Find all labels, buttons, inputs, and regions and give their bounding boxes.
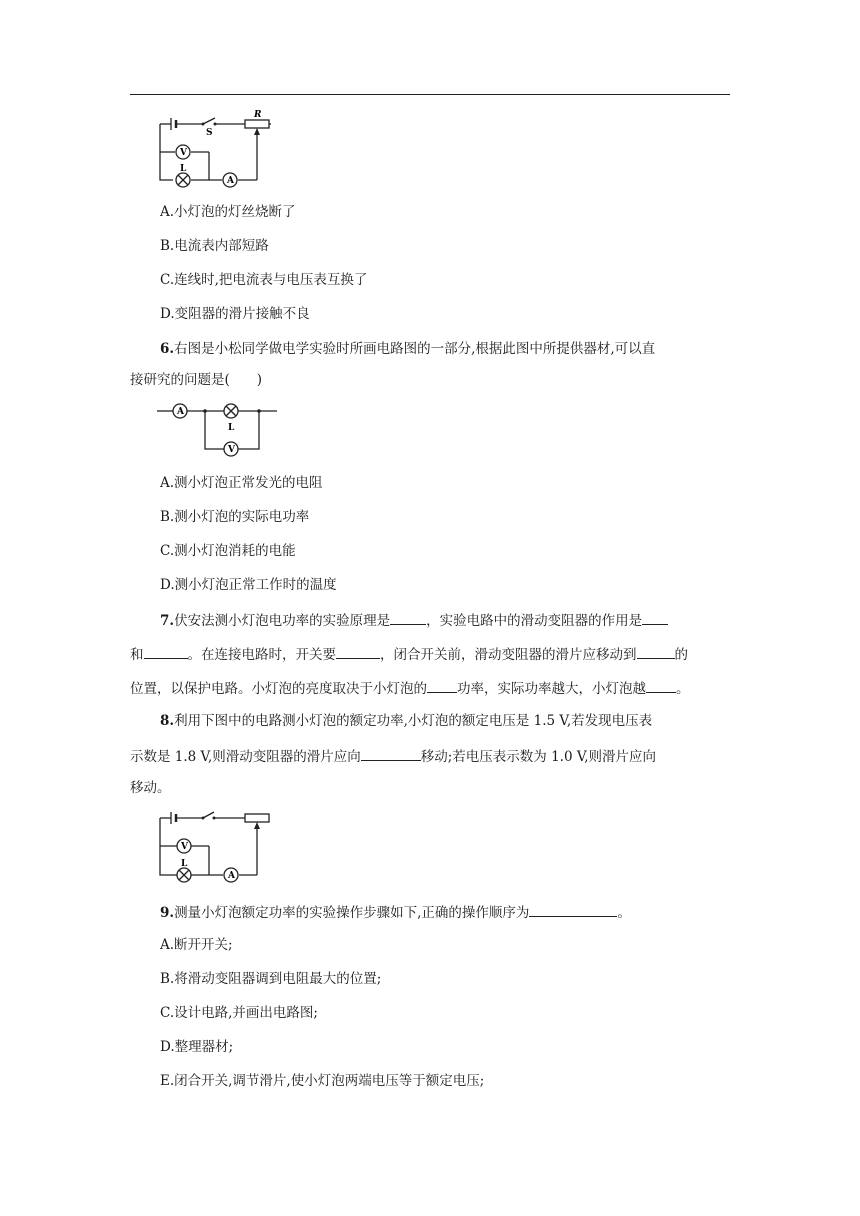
rheostat-label: R (254, 110, 262, 120)
q7-text-9: 。 (676, 681, 690, 697)
circuit-diagram-2 (155, 400, 280, 460)
q7-line2 (130, 644, 688, 664)
q7-blank-4[interactable] (336, 644, 380, 659)
q7-text-2: ，实验电路中的滑动变阻器的作用是 (426, 613, 643, 629)
q5-option-a: A.小灯泡的灯丝烧断了 (160, 204, 296, 220)
q7-blank-5[interactable] (637, 644, 675, 659)
q5-option-d: D.变阻器的滑片接触不良 (160, 306, 310, 322)
q9-blank-1[interactable] (529, 902, 617, 917)
q8-line1 (160, 712, 652, 730)
q8-line3: 移动。 (130, 780, 171, 796)
q5-option-c: C.连线时,把电流表与电压表互换了 (160, 272, 368, 288)
q8-blank-1[interactable] (361, 746, 421, 761)
q6-stem-line2: 接研究的问题是( ) (130, 372, 263, 388)
q7-line3 (130, 678, 690, 698)
q7-text-6: 的 (674, 647, 688, 663)
q6-option-b: B.测小灯泡的实际电功率 (160, 509, 310, 525)
switch-label: S (206, 128, 213, 138)
q6-text-1: 右图是小松同学做电学实验时所画电路图的一部分,根据此图中所提供器材,可以直 (174, 341, 656, 357)
lamp-label: L (180, 164, 187, 174)
q7-line1 (160, 610, 668, 630)
ammeter-label: A (177, 407, 184, 417)
q7-blank-1[interactable] (390, 610, 426, 625)
q9-option-b: B.将滑动变阻器调到电阻最大的位置; (160, 971, 382, 987)
q7-text-4: 。在连接电路时，开关要 (187, 647, 336, 663)
circuit-diagram-3 (155, 808, 280, 888)
q7-text-5: ，闭合开关前，滑动变阻器的滑片应移动到 (380, 647, 637, 663)
q7-blank-2[interactable] (642, 610, 668, 625)
voltmeter-label: V (180, 148, 187, 158)
q9-text-2: 。 (617, 905, 631, 921)
q9-number: 9. (160, 905, 175, 921)
q6-option-c: C.测小灯泡消耗的电能 (160, 543, 296, 559)
lamp-label: L (228, 423, 235, 433)
ammeter-label: A (228, 871, 235, 881)
q7-blank-3[interactable] (144, 644, 188, 659)
q7-text-7: 位置，以保护电路。小灯泡的亮度取决于小灯泡的 (130, 681, 427, 697)
q9-text-1: 测量小灯泡额定功率的实验操作步骤如下,正确的操作顺序为 (174, 905, 530, 921)
q6-stem-line1 (160, 340, 655, 358)
header-rule (130, 94, 730, 95)
q7-blank-7[interactable] (646, 678, 676, 693)
q9-option-d: D.整理器材; (160, 1039, 234, 1055)
q6-option-a: A.测小灯泡正常发光的电阻 (160, 475, 323, 491)
q7-blank-6[interactable] (427, 678, 457, 693)
q8-text-2: 示数是 1.8 V,则滑动变阻器的滑片应向 (130, 749, 361, 765)
ammeter-label: A (227, 176, 234, 186)
q7-text-8: 功率，实际功率越大，小灯泡越 (457, 681, 646, 697)
voltmeter-label: V (228, 445, 235, 455)
q5-option-b: B.电流表内部短路 (160, 238, 269, 254)
q9-option-a: A.断开开关; (160, 937, 233, 953)
q9-option-e: E.闭合开关,调节滑片,使小灯泡两端电压等于额定电压; (160, 1073, 485, 1089)
q8-line2 (130, 746, 656, 766)
q8-text-3: 移动;若电压表示数为 1.0 V,则滑片应向 (420, 749, 657, 765)
q6-number: 6. (160, 341, 175, 357)
q7-text-1: 伏安法测小灯泡电功率的实验原理是 (174, 613, 391, 629)
circuit-diagram-1 (155, 108, 280, 188)
q8-text-1: 利用下图中的电路测小灯泡的额定功率,小灯泡的额定电压是 1.5 V,若发现电压表 (174, 713, 653, 729)
q6-option-d: D.测小灯泡正常工作时的温度 (160, 577, 337, 593)
voltmeter-label: V (181, 842, 188, 852)
q7-text-3: 和 (130, 647, 144, 663)
lamp-label: L (181, 859, 188, 869)
q9-option-c: C.设计电路,并画出电路图; (160, 1005, 318, 1021)
q8-number: 8. (160, 713, 175, 729)
q9-line1 (160, 902, 631, 922)
q7-number: 7. (160, 613, 175, 629)
